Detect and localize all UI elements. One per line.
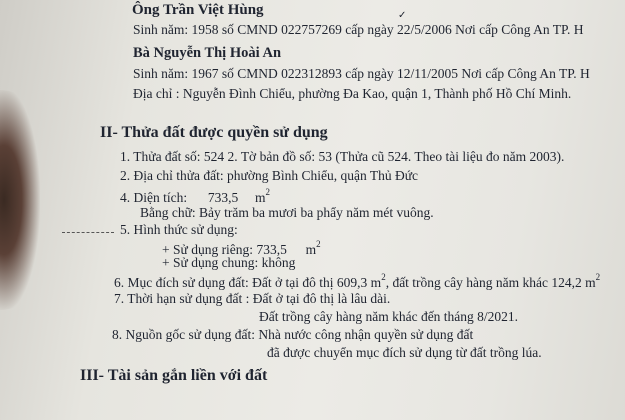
owner2-name: Bà Nguyễn Thị Hoài An bbox=[133, 45, 282, 61]
finger-shadow bbox=[0, 90, 40, 310]
parcel-address-line: 2. Địa chỉ thửa đất: phường Bình Chiểu, quận Thủ Đức bbox=[120, 168, 419, 183]
land-origin-line: 8. Nguồn gốc sử dụng đất: Nhà nước công nhận quyền sử dụng đất bbox=[112, 327, 474, 342]
land-purpose-line bbox=[114, 272, 600, 291]
owner2-details: Sinh năm: 1967 số CMND 022312893 cấp ngày 12/11/2005 Nơi cấp Công An TP. H bbox=[133, 66, 590, 81]
section2-title: II- Thửa đất được quyền sử dụng bbox=[100, 124, 328, 141]
private-use-unit: m bbox=[305, 242, 317, 257]
common-use-line: + Sử dụng chung: không bbox=[162, 255, 296, 270]
parcel-number-line: 1. Thửa đất số: 524 2. Tờ bản đồ số: 53 (Thửa cũ 524. Theo tài liệu đo năm 2003). bbox=[120, 149, 565, 164]
private-use-unit-sup: 2 bbox=[316, 239, 321, 249]
area-in-words: Bằng chữ: Bảy trăm ba mươi ba phẩy năm mét vuông. bbox=[140, 205, 434, 220]
area-unit-sup: 2 bbox=[265, 187, 271, 197]
usage-term-line-2: Đất trồng cây hàng năm khác đến tháng 8/2021. bbox=[259, 309, 519, 324]
owner1-name: Ông Trần Việt Hùng bbox=[132, 2, 264, 18]
area-value: 733,5 bbox=[207, 190, 239, 205]
land-purpose-a-sup: 2 bbox=[381, 272, 386, 282]
usage-form-line: 5. Hình thức sử dụng: bbox=[120, 222, 238, 237]
usage-term-line: 7. Thời hạn sử dụng đất : Đất ở tại đô thị là lâu dài. bbox=[114, 291, 391, 306]
land-purpose-b-sup: 2 bbox=[595, 272, 601, 282]
area-line bbox=[120, 187, 270, 206]
area-label: 4. Diện tích: bbox=[120, 190, 188, 205]
owner2-address: Địa chỉ : Nguyễn Đình Chiểu, phường Đa Kao, quận 1, Thành phố Hồ Chí Minh. bbox=[133, 86, 572, 101]
land-origin-line-2: đã được chuyển mục đích sử dụng từ đất trồng lúa. bbox=[267, 345, 542, 360]
private-use-label: + Sử dụng riêng: bbox=[162, 242, 254, 257]
land-purpose-a: 6. Mục đích sử dụng đất: Đất ở tại đô thị 609,3 m bbox=[114, 275, 382, 290]
land-purpose-b: , đất trồng cây hàng năm khác 124,2 m bbox=[385, 275, 596, 290]
private-use-value: 733,5 bbox=[256, 242, 287, 257]
dotted-rule bbox=[62, 232, 114, 233]
owner1-details: Sinh năm: 1958 số CMND 022757269 cấp ngày 22/5/2006 Nơi cấp Công An TP. H bbox=[133, 22, 584, 37]
area-unit: m bbox=[255, 190, 266, 205]
section3-title: III- Tài sản gắn liền với đất bbox=[80, 367, 268, 384]
ink-dot: ✓ bbox=[398, 10, 407, 21]
